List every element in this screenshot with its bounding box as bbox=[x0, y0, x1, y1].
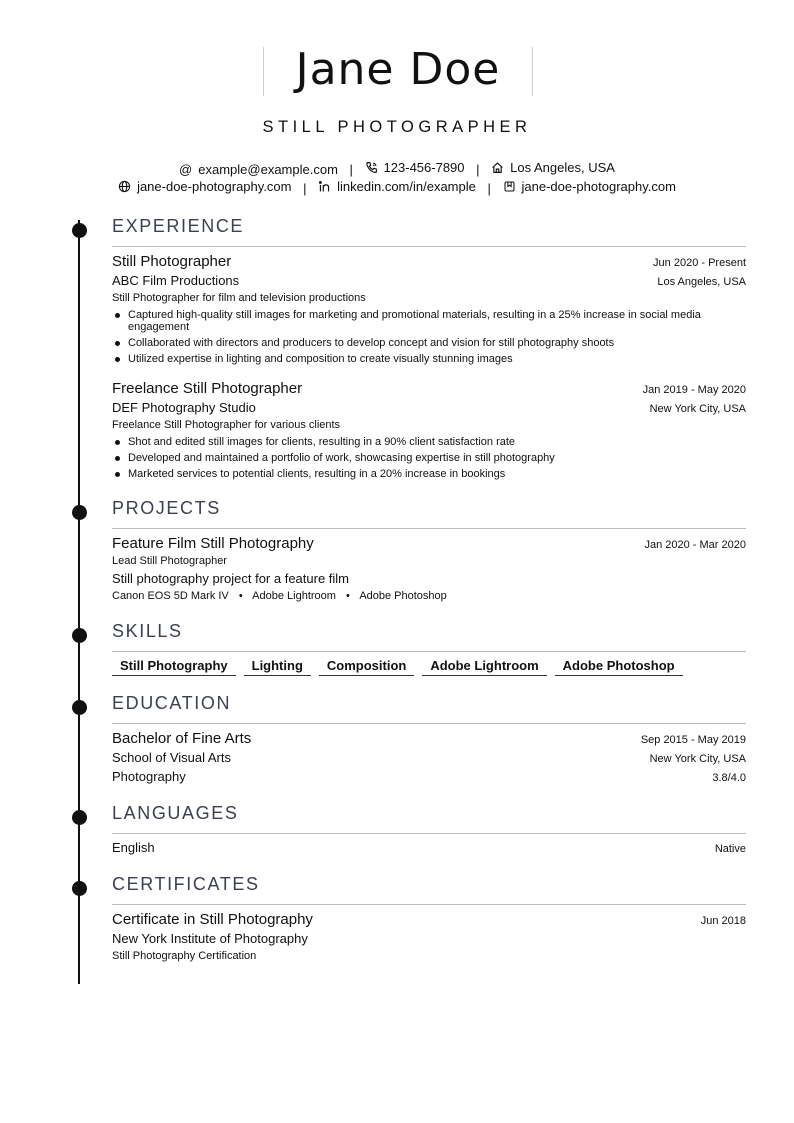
education-heading: EDUCATION bbox=[112, 693, 232, 713]
contact-separator: | bbox=[303, 181, 307, 196]
language-level: Native bbox=[714, 843, 746, 855]
linkedin-text: linkedin.com/in/example bbox=[337, 179, 476, 194]
experience-item-header bbox=[112, 380, 746, 397]
contact-row-secondary bbox=[0, 179, 794, 196]
phone-icon bbox=[365, 161, 378, 174]
name-block bbox=[263, 44, 533, 96]
project-name: Feature Film Still Photography bbox=[112, 535, 314, 552]
education-location: New York City, USA bbox=[649, 753, 746, 765]
list-item: Utilized expertise in lighting and composition to create visually stunning images bbox=[112, 353, 746, 365]
contact-separator: | bbox=[349, 162, 353, 177]
timeline-line bbox=[78, 220, 80, 984]
skill-tag: Adobe Photoshop bbox=[555, 657, 683, 676]
contact-row-primary bbox=[0, 160, 794, 177]
timeline-dot bbox=[72, 505, 87, 520]
portfolio-text: jane-doe-photography.com bbox=[521, 179, 676, 194]
experience-location: Los Angeles, USA bbox=[657, 276, 746, 288]
language-row bbox=[112, 840, 746, 855]
education-field: Photography bbox=[112, 769, 186, 784]
phone-text: 123-456-7890 bbox=[383, 160, 465, 175]
section-divider bbox=[112, 651, 746, 652]
project-description: Still photography project for a feature film bbox=[112, 571, 350, 586]
section-divider bbox=[112, 723, 746, 724]
experience-item-company-row bbox=[112, 400, 746, 415]
list-item: Developed and maintained a portfolio of work, showcasing expertise in still photography bbox=[112, 452, 746, 464]
certificate-header bbox=[112, 911, 746, 928]
projects-heading: PROJECTS bbox=[112, 498, 221, 518]
skill-tag: Still Photography bbox=[112, 657, 236, 676]
project-keyword: Adobe Photoshop bbox=[359, 590, 447, 602]
section-divider bbox=[112, 246, 746, 247]
education-degree: Bachelor of Fine Arts bbox=[112, 730, 252, 747]
certificate-detail: Still Photography Certification bbox=[112, 950, 257, 962]
contact-portfolio[interactable] bbox=[503, 179, 676, 194]
project-dates: Jan 2020 - Mar 2020 bbox=[644, 539, 746, 551]
languages-heading: LANGUAGES bbox=[112, 803, 239, 823]
portfolio-icon bbox=[503, 180, 516, 193]
experience-bullets bbox=[112, 436, 746, 484]
experience-dates: Jan 2019 - May 2020 bbox=[642, 384, 746, 396]
candidate-name: Jane Doe bbox=[295, 44, 501, 95]
experience-dates: Jun 2020 - Present bbox=[653, 257, 746, 269]
experience-item-header bbox=[112, 253, 746, 270]
project-role: Lead Still Photographer bbox=[112, 555, 227, 567]
list-item: Marketed services to potential clients, resulting in a 20% increase in bookings bbox=[112, 468, 746, 480]
section-divider bbox=[112, 904, 746, 905]
education-school: School of Visual Arts bbox=[112, 750, 231, 765]
skills-list bbox=[112, 657, 683, 676]
section-divider bbox=[112, 528, 746, 529]
timeline-dot bbox=[72, 223, 87, 238]
keyword-separator: • bbox=[238, 590, 243, 602]
list-item: Collaborated with directors and producers to develop concept and vision for still photography shoots bbox=[112, 337, 746, 349]
globe-icon bbox=[118, 180, 131, 193]
job-title: STILL PHOTOGRAPHER bbox=[262, 118, 532, 136]
list-item: Shot and edited still images for clients, resulting in a 90% client satisfaction rate bbox=[112, 436, 746, 448]
certificate-issuer: New York Institute of Photography bbox=[112, 931, 308, 946]
experience-position: Freelance Still Photographer bbox=[112, 380, 303, 397]
skill-tag: Lighting bbox=[244, 657, 311, 676]
experience-bullets bbox=[112, 309, 746, 369]
language-name: English bbox=[112, 840, 155, 855]
location-text: Los Angeles, USA bbox=[510, 160, 615, 175]
timeline-dot bbox=[72, 810, 87, 825]
skill-tag: Composition bbox=[319, 657, 414, 676]
contact-location bbox=[491, 160, 615, 175]
experience-company: DEF Photography Studio bbox=[112, 400, 256, 415]
contact-website[interactable] bbox=[118, 179, 291, 194]
project-keywords bbox=[112, 590, 447, 602]
timeline-dot bbox=[72, 700, 87, 715]
home-icon bbox=[491, 161, 504, 174]
timeline-dot bbox=[72, 628, 87, 643]
experience-summary: Freelance Still Photographer for various clients bbox=[112, 419, 341, 431]
list-item: Captured high-quality still images for marketing and promotional materials, resulting in a 25% increase in social media engagement bbox=[112, 309, 746, 333]
experience-location: New York City, USA bbox=[649, 403, 746, 415]
skills-heading: SKILLS bbox=[112, 621, 183, 641]
section-divider bbox=[112, 833, 746, 834]
certificate-name: Certificate in Still Photography bbox=[112, 911, 313, 928]
contact-separator: | bbox=[476, 162, 480, 177]
contact-phone[interactable] bbox=[365, 160, 465, 175]
education-gpa: 3.8/4.0 bbox=[712, 772, 746, 784]
website-text: jane-doe-photography.com bbox=[137, 179, 292, 194]
linkedin-icon bbox=[318, 180, 331, 193]
education-field-row bbox=[112, 769, 746, 784]
skill-tag: Adobe Lightroom bbox=[422, 657, 546, 676]
experience-summary: Still Photographer for film and television productions bbox=[112, 292, 366, 304]
project-keyword: Canon EOS 5D Mark IV bbox=[112, 590, 229, 602]
experience-position: Still Photographer bbox=[112, 253, 232, 270]
certificate-date: Jun 2018 bbox=[700, 915, 746, 927]
experience-item-company-row bbox=[112, 273, 746, 288]
contact-separator: | bbox=[487, 181, 491, 196]
experience-heading: EXPERIENCE bbox=[112, 216, 245, 236]
at-icon: @ bbox=[179, 162, 193, 177]
education-dates: Sep 2015 - May 2019 bbox=[640, 734, 746, 746]
project-keyword: Adobe Lightroom bbox=[252, 590, 336, 602]
email-text: example@example.com bbox=[198, 162, 338, 177]
education-header bbox=[112, 730, 746, 747]
experience-company: ABC Film Productions bbox=[112, 273, 240, 288]
keyword-separator: • bbox=[346, 590, 350, 602]
contact-email[interactable] bbox=[179, 162, 338, 177]
contact-linkedin[interactable] bbox=[318, 179, 476, 194]
certificates-heading: CERTIFICATES bbox=[112, 874, 260, 894]
education-school-row bbox=[112, 750, 746, 765]
timeline-dot bbox=[72, 881, 87, 896]
project-header bbox=[112, 535, 746, 552]
